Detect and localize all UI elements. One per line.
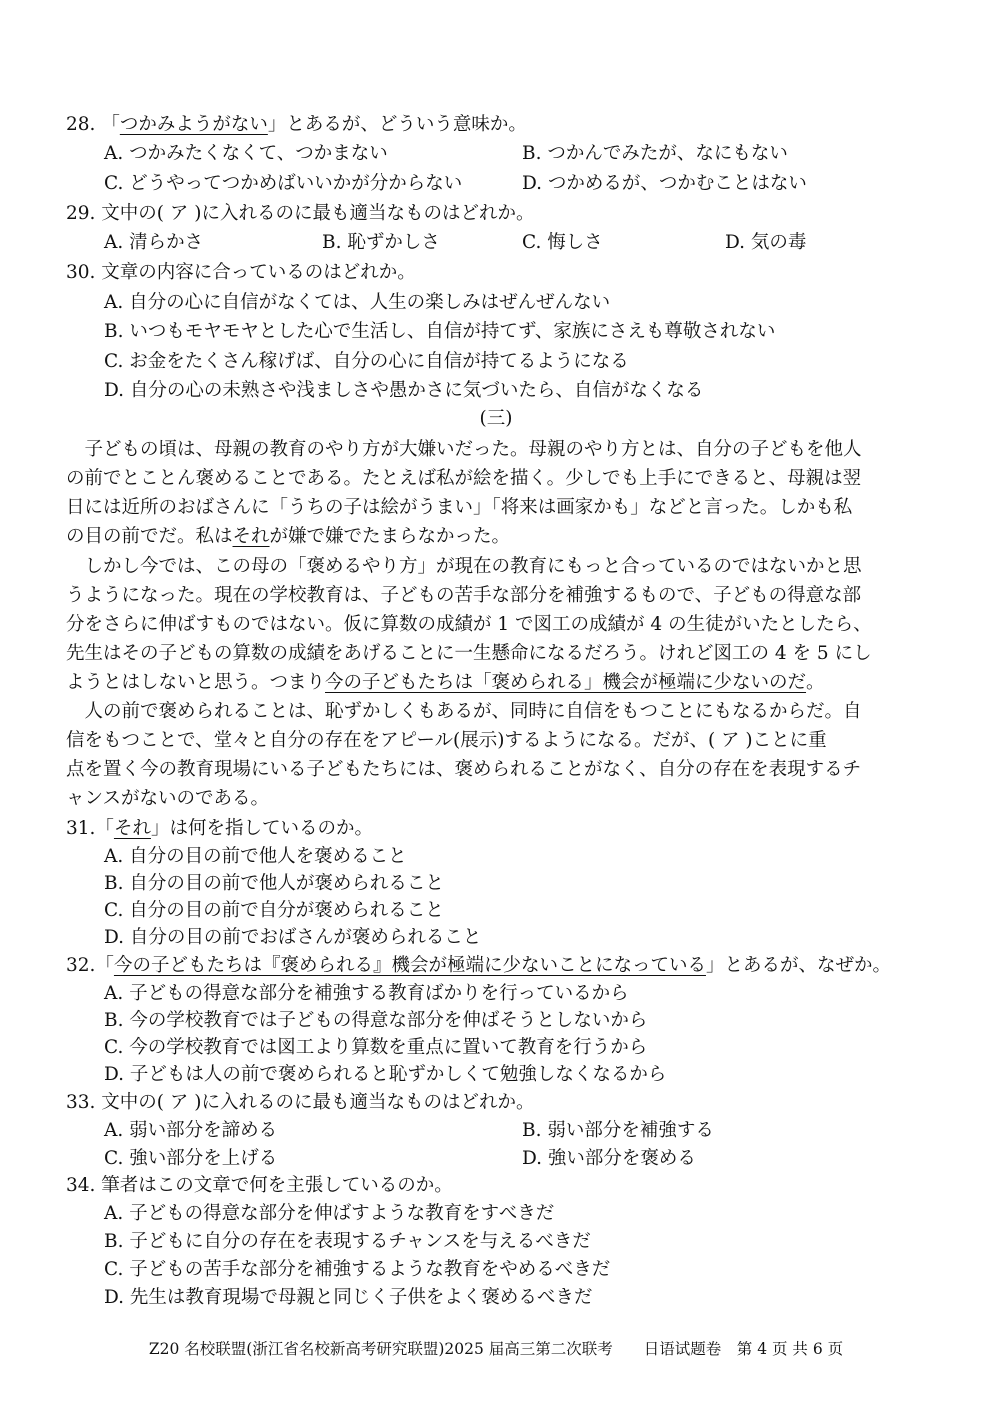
passage-line bbox=[66, 525, 928, 549]
q30-option-c: C. お金をたくさん稼げば、自分の心に自信が持てるようになる bbox=[104, 351, 629, 372]
question-text: 」は何を指しているのか。 bbox=[150, 818, 373, 839]
q31-option-b: B. 自分の目の前で他人が褒められること bbox=[104, 873, 444, 894]
passage-line: の前でとことん褒めることである。たとえば私が絵を描く。少しでも上手にできると、母親は翌 bbox=[66, 468, 862, 489]
passage-line: ャンスがないのである。 bbox=[66, 788, 269, 809]
q34-option-c: C. 子どもの苦手な部分を補強するような教育をやめるべきだ bbox=[104, 1259, 611, 1280]
passage-line: 点を置く今の教育現場にいる子どもたちには、褒められることがなく、自分の存在を表現するチ bbox=[66, 759, 862, 780]
q32-option-d: D. 子どもは人の前で褒められると恥ずかしくて勉強しなくなるから bbox=[104, 1064, 667, 1085]
underlined-word: それ bbox=[113, 818, 151, 839]
page-footer: Z20 名校联盟(浙江省名校新高考研究联盟)2025 届高三第二次联考 日语试题卷 第 4 页 共 6 页 bbox=[148, 1340, 844, 1358]
question-34: 34. 筆者はこの文章で何を主張しているのか。 bbox=[66, 1175, 453, 1196]
q33-option-d: D. 強い部分を褒める bbox=[522, 1148, 696, 1169]
q29-option-d: D. 気の毒 bbox=[725, 232, 807, 253]
question-number: 31. bbox=[66, 818, 96, 839]
passage-line: 先生はその子どもの算数の成績をあげることに一生懸命になるだろう。けれど図工の 4 を 5 にし bbox=[66, 643, 872, 664]
q30-option-a: A. 自分の心に自信がなくては、人生の楽しみはぜんぜんない bbox=[104, 292, 611, 313]
passage-text: が嫌で嫌でたまらなかった。 bbox=[269, 526, 511, 547]
q29-option-c: C. 悔しさ bbox=[522, 232, 603, 253]
passage-line: 信をもつことで、堂々と自分の存在をアピール(展示)するようになる。だが、( ア )ことに重 bbox=[66, 730, 827, 751]
question-number: 32. bbox=[66, 955, 96, 976]
question-31 bbox=[66, 817, 373, 841]
q31-option-a: A. 自分の目の前で他人を褒めること bbox=[104, 846, 407, 867]
q33-option-a: A. 弱い部分を諦める bbox=[104, 1120, 278, 1141]
q34-option-b: B. 子どもに自分の存在を表現するチャンスを与えるべきだ bbox=[104, 1231, 591, 1252]
q32-option-b: B. 今の学校教育では子どもの得意な部分を伸ばそうとしないから bbox=[104, 1010, 648, 1031]
q28-option-d: D. つかめるが、つかむことはない bbox=[522, 173, 807, 194]
quote-open: 「 bbox=[101, 114, 120, 135]
q28-option-c: C. どうやってつかめばいいかが分からない bbox=[104, 173, 463, 194]
section-title: (三) bbox=[479, 408, 513, 429]
passage-line: 子どもの頃は、母親の教育のやり方が大嫌いだった。母親のやり方とは、自分の子どもを他人 bbox=[66, 439, 862, 460]
passage-line: 人の前で褒められることは、恥ずかしくもあるが、同時に自信をもつことにもなるからだ。自 bbox=[66, 701, 862, 722]
passage-line: しかし今では、この母の「褒めるやり方」が現在の教育にもっと合っているのではないかと思 bbox=[66, 556, 862, 577]
q30-option-b: B. いつもモヤモヤとした心で生活し、自信が持てず、家族にさえも尊敬されない bbox=[104, 321, 776, 342]
q29-option-b: B. 恥ずかしさ bbox=[322, 232, 440, 253]
question-text: 」とあるが、どういう意味か。 bbox=[267, 114, 527, 135]
q33-option-c: C. 強い部分を上げる bbox=[104, 1148, 278, 1169]
q33-option-b: B. 弱い部分を補強する bbox=[522, 1120, 714, 1141]
passage-text: ようとはしないと思う。つまり bbox=[66, 672, 326, 693]
passage-text: 。 bbox=[806, 672, 825, 693]
quote-open: 「 bbox=[95, 818, 114, 839]
question-28 bbox=[66, 113, 527, 137]
q28-option-a: A. つかみたくなくて、つかまない bbox=[104, 143, 388, 164]
q31-option-c: C. 自分の目の前で自分が褒められること bbox=[104, 900, 444, 921]
passage-line: うようになった。現在の学校教育は、子どもの苦手な部分を補強するもので、子どもの得意な部 bbox=[66, 585, 862, 606]
q34-option-d: D. 先生は教育現場で母親と同じく子供をよく褒めるべきだ bbox=[104, 1287, 593, 1308]
q32-option-a: A. 子どもの得意な部分を補強する教育ばかりを行っているから bbox=[104, 983, 629, 1004]
q30-option-d: D. 自分の心の未熟さや浅ましさや愚かさに気づいたら、自信がなくなる bbox=[104, 380, 704, 401]
q29-option-a: A. 清らかさ bbox=[104, 232, 204, 253]
q31-option-d: D. 自分の目の前でおばさんが褒められること bbox=[104, 927, 482, 948]
passage-line: 分をさらに伸ばすものではない。仮に算数の成績が 1 で図工の成績が 4 の生徒がいたとしたら、 bbox=[66, 614, 872, 635]
passage-text: の目の前でだ。私は bbox=[66, 526, 233, 547]
question-32 bbox=[66, 954, 891, 978]
passage-line: 日には近所のおばさんに「うちの子は絵がうまい」「将来は画家かも」などと言った。しかも私 bbox=[66, 497, 853, 518]
underlined-sentence: 今の子どもたちは「褒められる」機会が極端に少ないのだ bbox=[325, 672, 807, 693]
question-29: 29. 文中の( ア )に入れるのに最も適当なものはどれか。 bbox=[66, 203, 535, 224]
underlined-word: それ bbox=[232, 526, 270, 547]
underlined-phrase: つかみようがない bbox=[119, 114, 268, 135]
question-text: 」とあるが、なぜか。 bbox=[705, 955, 891, 976]
question-number: 28. bbox=[66, 114, 96, 135]
question-30: 30. 文章の内容に合っているのはどれか。 bbox=[66, 262, 416, 283]
question-33: 33. 文中の( ア )に入れるのに最も適当なものはどれか。 bbox=[66, 1092, 535, 1113]
q28-option-b: B. つかんでみたが、なにもない bbox=[522, 143, 788, 164]
q34-option-a: A. 子どもの得意な部分を伸ばすような教育をすべきだ bbox=[104, 1203, 555, 1224]
underlined-phrase: 今の子どもたちは『褒められる』機会が極端に少ないことになっている bbox=[113, 955, 706, 976]
q32-option-c: C. 今の学校教育では図工より算数を重点に置いて教育を行うから bbox=[104, 1037, 648, 1058]
passage-line bbox=[66, 671, 928, 695]
quote-open: 「 bbox=[95, 955, 114, 976]
